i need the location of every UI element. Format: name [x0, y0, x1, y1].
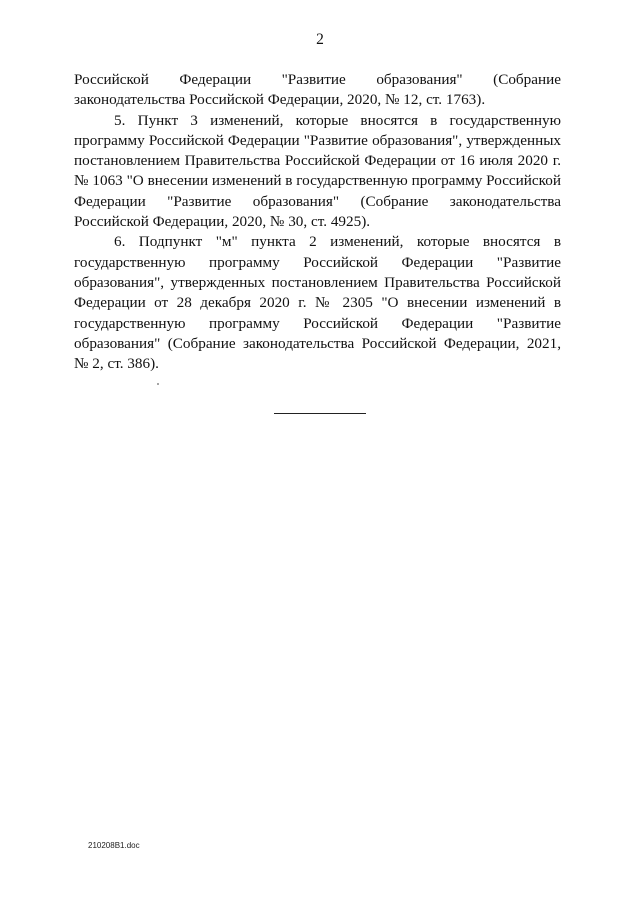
footer-file-code: 210208В1.doc: [88, 841, 140, 850]
page-number: 2: [316, 31, 324, 48]
stray-dot-mark: [157, 383, 159, 385]
paragraph-item-6: 6. Подпункт "м" пункта 2 изменений, которые вносятся в государственную программу Российской Федерации "Развитие образования", утвержденных постановлением Правительства Российской Федерации от 28 декабря 2020 г. № 2305 "О внесении изменений в государственную программу Российской Федерации "Развитие образования" (Собрание законодательства Российской Федерации, 2021, № 2, ст. 386).: [74, 233, 561, 373]
paragraph-item-5: 5. Пункт 3 изменений, которые вносятся в государственную программу Российской Федерации "Развитие образования", утвержденных постановлением Правительства Российской Федерации от 16 июля 2020 г. № 1063 "О внесении изменений в государственную программу Российской Федерации "Развитие образования" (Собрание законодательства Российской Федерации, 2020, № 30, ст. 4925).: [74, 111, 561, 231]
paragraph-continuation: Российской Федерации "Развитие образования" (Собрание законодательства Российской Федерации, 2020, № 12, ст. 1763).: [74, 71, 561, 109]
end-of-text-rule: [274, 413, 366, 414]
document-body: [74, 70, 561, 374]
